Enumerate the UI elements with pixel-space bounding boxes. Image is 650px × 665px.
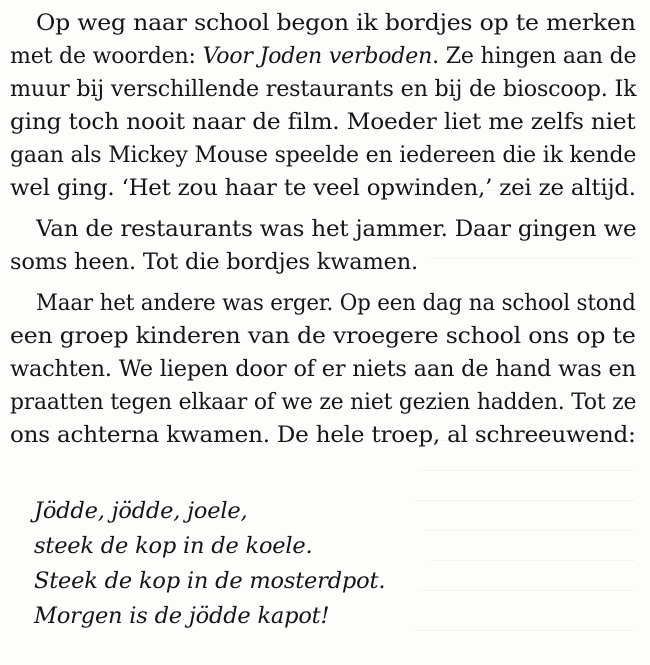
text-line: wachten. We liepen door of er niets aan de hand was en — [10, 356, 636, 382]
bleed-through-line — [415, 630, 635, 631]
text-line: praatten tegen elkaar of we ze niet gezien hadden. Tot ze — [10, 389, 637, 415]
bleed-through-line — [415, 500, 635, 501]
text-line: ons achterna kwamen. De hele troep, al schreeuwend: — [10, 422, 636, 448]
text-line: een groep kinderen van de vroegere school ons op te — [10, 323, 636, 349]
italic-emphasis: Voor Joden verboden — [202, 43, 433, 69]
text-line — [10, 41, 636, 71]
text-line: Op weg naar school begon ik bordjes op te merken — [36, 10, 636, 36]
verse-line: Morgen is de jödde kapot! — [34, 603, 330, 629]
text-line: gaan als Mickey Mouse speelde en iedereen die ik kende — [10, 142, 637, 168]
text-run: . Ze hingen aan de — [432, 43, 637, 69]
bleed-through-line — [420, 470, 635, 471]
verse-line: steek de kop in de koele. — [34, 533, 313, 559]
text-run: met de woorden: — [10, 43, 203, 69]
text-line: wel ging. ‘Het zou haar te veel opwinden,’ zei ze altijd. — [10, 175, 636, 201]
text-line: muur bij verschillende restaurants en bij de bioscoop. Ik — [10, 76, 637, 102]
text-line: soms heen. Tot die bordjes kwamen. — [10, 249, 419, 275]
bleed-through-line — [430, 258, 635, 259]
text-line: Maar het andere was erger. Op een dag na school stond — [36, 290, 636, 316]
text-line: Van de restaurants was het jammer. Daar gingen we — [36, 216, 637, 242]
text-line: ging toch nooit naar de film. Moeder liet me zelfs niet — [10, 109, 636, 135]
verse-line: Jödde, jödde, joele, — [34, 498, 248, 524]
bleed-through-line — [420, 590, 635, 591]
bleed-through-line — [430, 560, 635, 561]
bleed-through-line — [425, 530, 635, 531]
verse-line: Steek de kop in de mosterdpot. — [34, 568, 386, 594]
